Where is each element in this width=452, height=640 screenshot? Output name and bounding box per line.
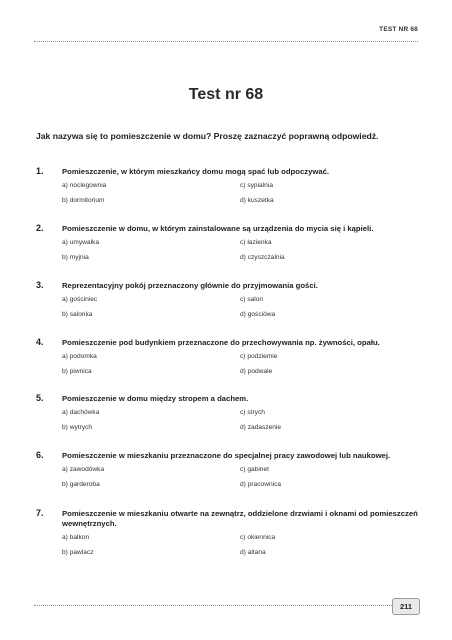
question-text: Pomieszczenie w domu między stropem a dachem. <box>62 394 249 403</box>
option-b[interactable]: b) piwnica <box>62 368 92 375</box>
option-a[interactable]: a) gościniec <box>62 296 98 303</box>
question-number: 2. <box>36 223 44 233</box>
option-b[interactable]: b) myjnia <box>62 254 89 261</box>
question-text: Pomieszczenie w domu, w którym zainstalowane są urządzenia do mycia się i kąpieli. <box>62 224 374 233</box>
option-a[interactable]: a) podomka <box>62 353 97 360</box>
option-a[interactable]: a) noclegownia <box>62 182 107 189</box>
option-d[interactable]: d) altana <box>240 549 266 556</box>
question-number: 4. <box>36 337 44 347</box>
option-b[interactable]: b) garderoba <box>62 481 100 488</box>
question-text: Pomieszczenie w mieszkaniu otwarte na zewnątrz, oddzielone drzwiami i oknami od pomieszczeń wewnętrznych. <box>62 509 418 528</box>
option-a[interactable]: a) balkon <box>62 534 90 541</box>
option-c[interactable]: c) gabinet <box>240 466 269 473</box>
question-text: Pomieszczenie w mieszkaniu przeznaczone do specjalnej pracy zawodowej lub naukowej. <box>62 451 391 460</box>
question-text: Pomieszczenie, w którym mieszkańcy domu mogą spać lub odpoczywać. <box>62 167 330 176</box>
option-b[interactable]: b) dormitorium <box>62 197 105 204</box>
question-number: 1. <box>36 166 44 176</box>
option-c[interactable]: c) sypialnia <box>240 182 273 189</box>
option-b[interactable]: b) pawlacz <box>62 549 94 556</box>
option-a[interactable]: a) dachówka <box>62 409 100 416</box>
option-b[interactable]: b) salonka <box>62 311 93 318</box>
option-d[interactable]: d) kuszetka <box>240 197 274 204</box>
page-title: Test nr 68 <box>188 86 264 103</box>
option-d[interactable]: d) gościówa <box>240 311 276 318</box>
option-d[interactable]: d) podwale <box>240 368 273 375</box>
running-head: TEST NR 68 <box>379 26 418 33</box>
option-d[interactable]: d) zadaszenie <box>240 424 282 431</box>
question-number: 7. <box>36 508 44 518</box>
page-number-badge: 211 <box>392 598 420 615</box>
bottom-dotted-rule <box>34 605 392 606</box>
top-dotted-rule <box>34 41 418 42</box>
option-a[interactable]: a) umywalka <box>62 239 100 246</box>
option-c[interactable]: c) łazienka <box>240 239 272 246</box>
option-d[interactable]: d) czyszczalnia <box>240 254 285 261</box>
instruction-text: Jak nazywa się to pomieszczenie w domu? Proszę zaznaczyć poprawną odpowiedź. <box>36 131 379 141</box>
question-number: 6. <box>36 450 44 460</box>
question-number: 5. <box>36 393 44 403</box>
question-text: Reprezentacyjny pokój przeznaczony głównie do przyjmowania gości. <box>62 281 318 290</box>
question-text: Pomieszczenie pod budynkiem przeznaczone do przechowywania np. żywności, opału. <box>62 338 380 347</box>
option-c[interactable]: c) salon <box>240 296 264 303</box>
option-c[interactable]: c) strych <box>240 409 265 416</box>
option-c[interactable]: c) okiennica <box>240 534 276 541</box>
option-c[interactable]: c) podziemie <box>240 353 278 360</box>
option-a[interactable]: a) zawodówka <box>62 466 105 473</box>
option-d[interactable]: d) pracownica <box>240 481 282 488</box>
option-b[interactable]: b) wytrych <box>62 424 93 431</box>
question-number: 3. <box>36 280 44 290</box>
